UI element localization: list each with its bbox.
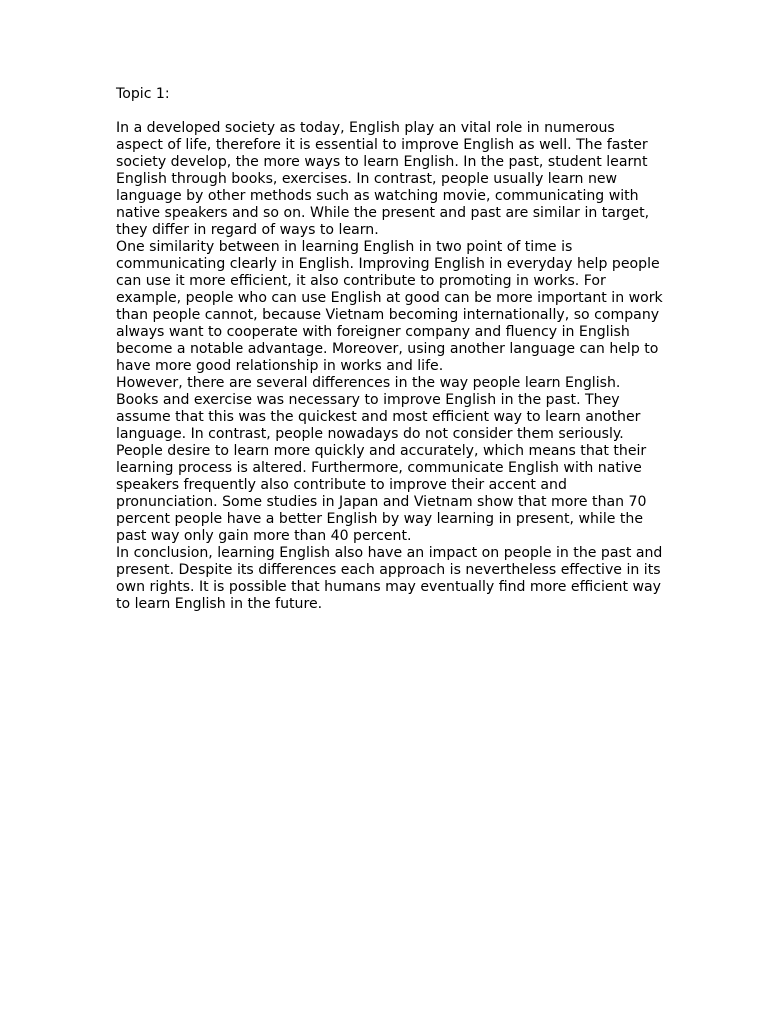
document-body — [116, 86, 664, 613]
paragraph-introduction: In a developed society as today, English play an vital role in numerous aspect of life, therefore it is essential to improve English as well. The faster society develop, the more ways to learn English. In the past, student learnt English through books, exercises. In contrast, people usually learn new language by other methods such as watching movie, communicating with native speakers and so on. While the present and past are similar in target, they differ in regard of ways to learn. — [116, 120, 650, 238]
topic-heading: Topic 1: — [116, 86, 170, 102]
paragraph-conclusion: In conclusion, learning English also have an impact on people in the past and present. Despite its differences each approach is nevertheless effective in its own rights. It is possible that humans may eventually find more efficient way to learn English in the future. — [116, 545, 663, 612]
paragraph-similarity: One similarity between in learning English in two point of time is communicating clearly in English. Improving English in everyday help people can use it more efficient, it also contribute to promoting in works. For example, people who can use English at good can be more important in work than people cannot, because Vietnam becoming internationally, so company always want to cooperate with foreigner company and fluency in English become a notable advantage. Moreover, using another language can help to have more good relationship in works and life. — [116, 239, 663, 374]
paragraph-differences: However, there are several differences in the way people learn English. Books and exercise was necessary to improve English in the past. They assume that this was the quickest and most efficient way to learn another language. In contrast, people nowadays do not consider them seriously. People desire to learn more quickly and accurately, which means that their learning process is altered. Furthermore, communicate English with native speakers frequently also contribute to improve their accent and pronunciation. Some studies in Japan and Vietnam show that more than 70 percent people have a better English by way learning in present, while the past way only gain more than 40 percent. — [116, 375, 647, 544]
